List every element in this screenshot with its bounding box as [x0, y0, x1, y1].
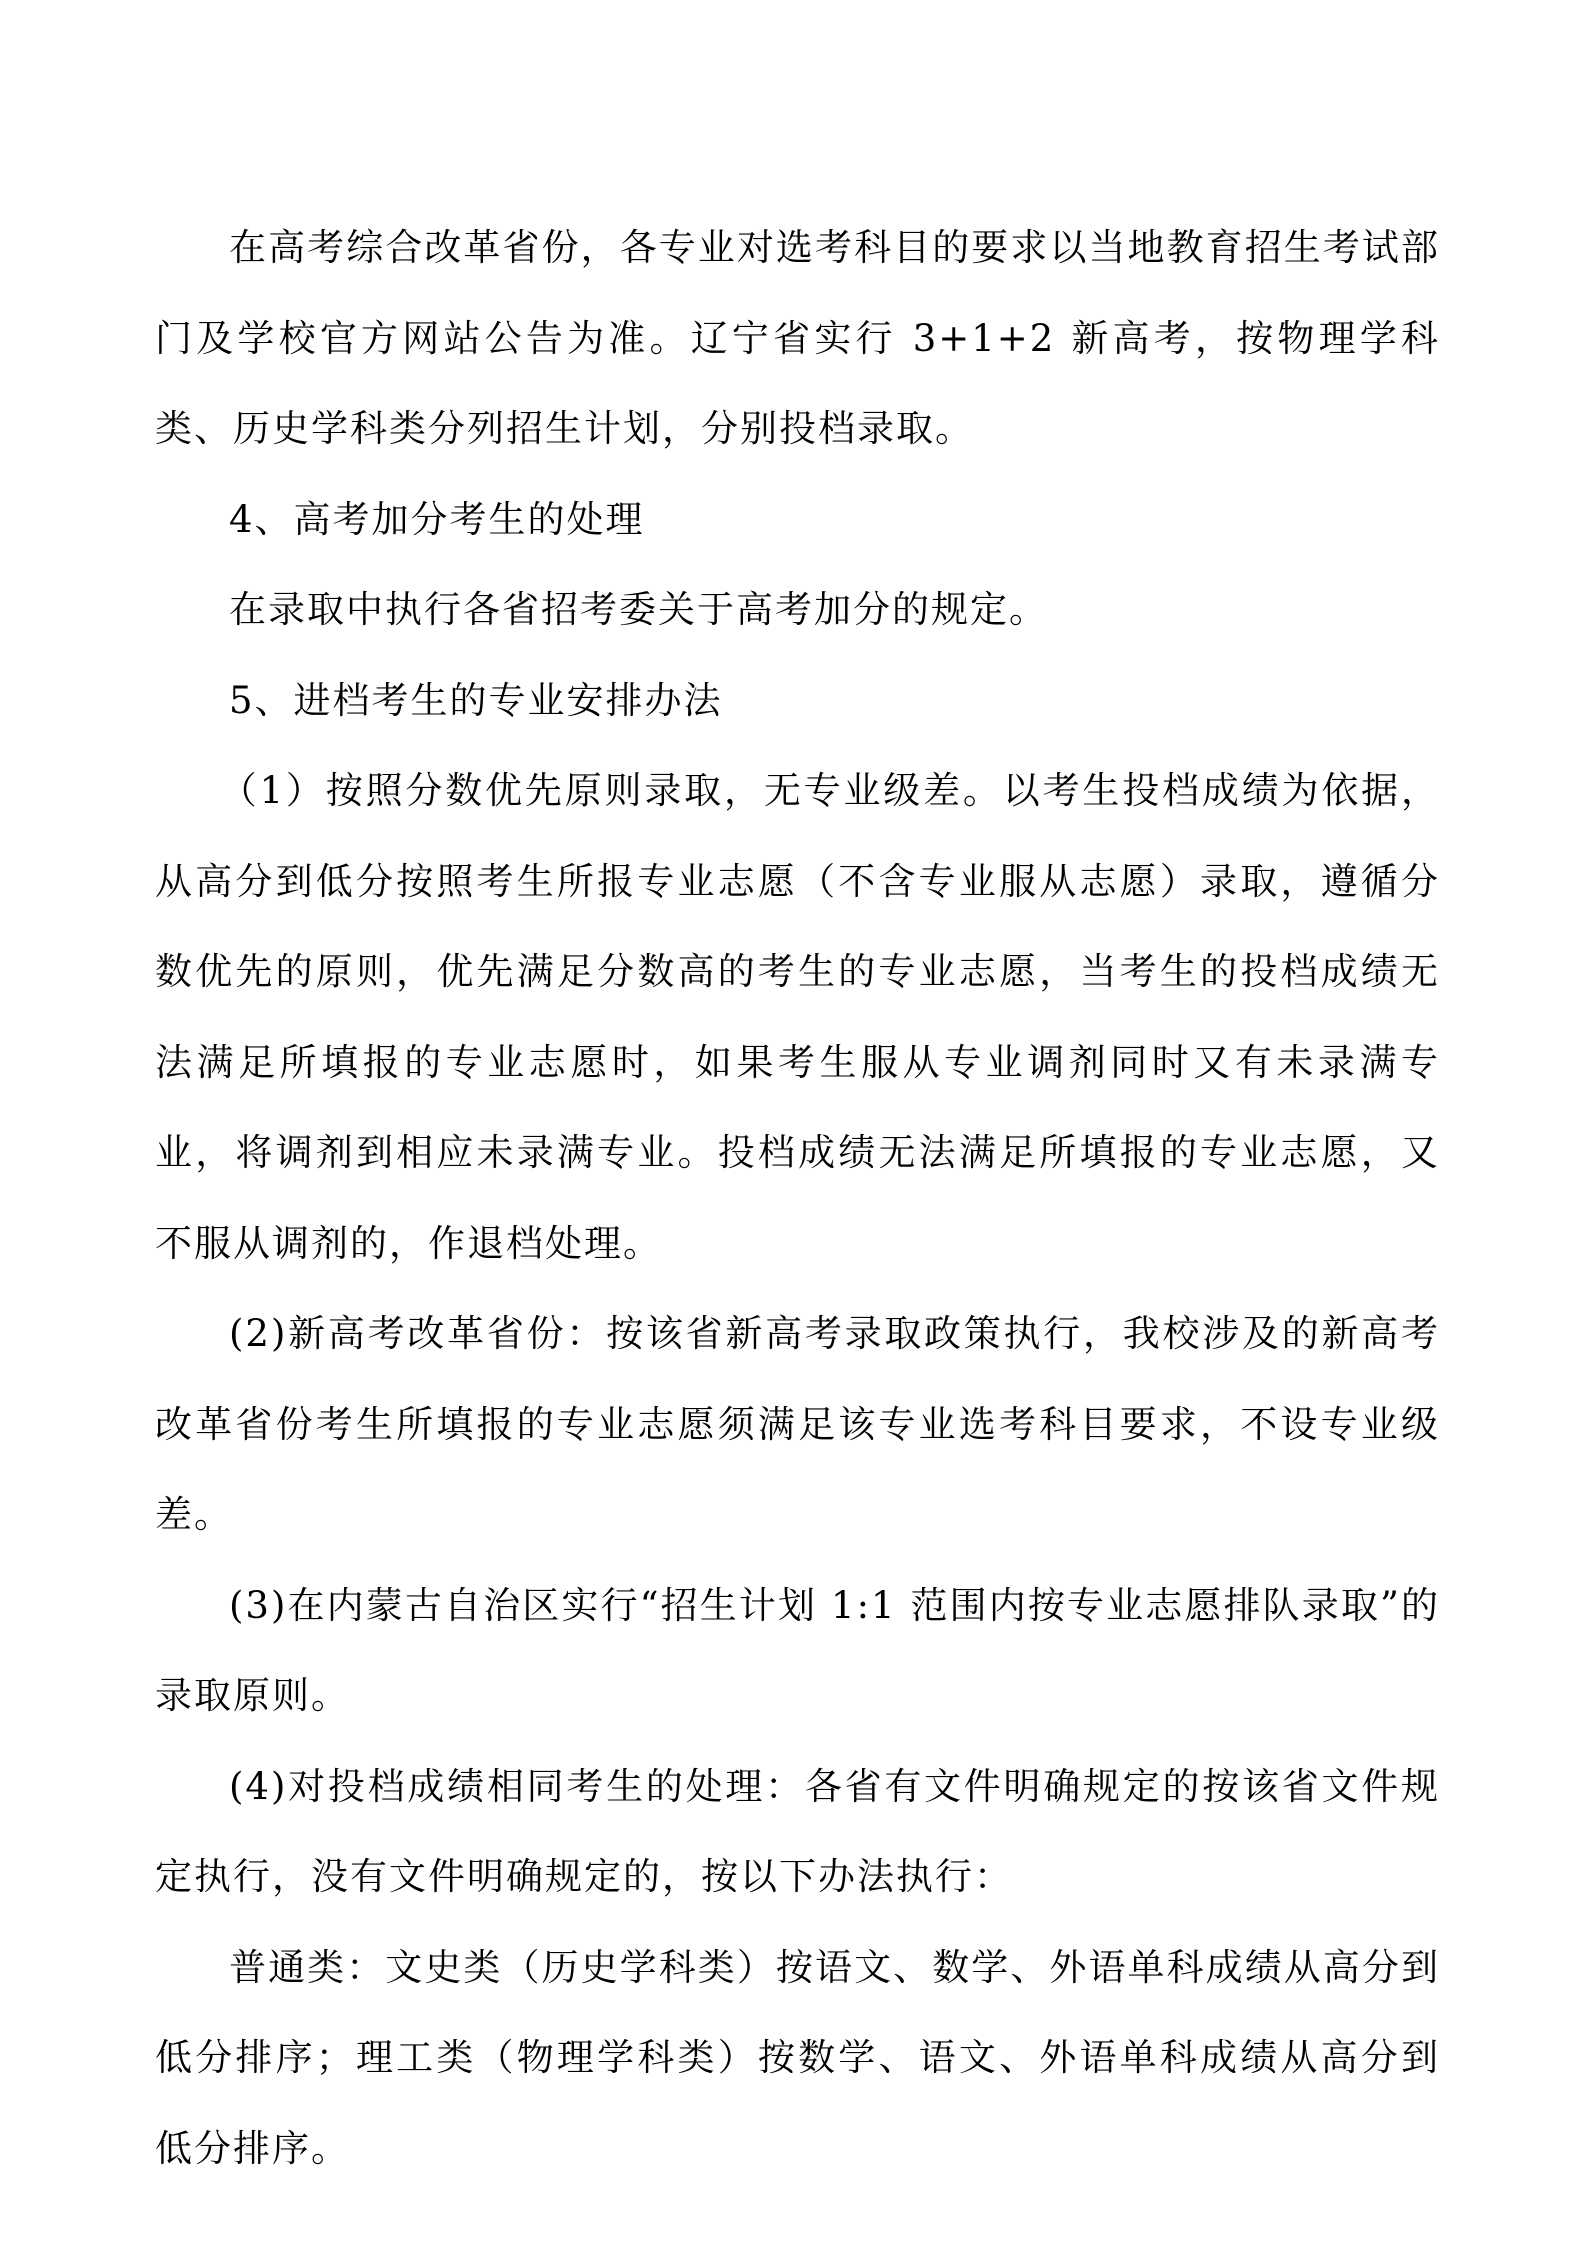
paragraph-subject-requirements: 在高考综合改革省份，各专业对选考科目的要求以当地教育招生考试部门及学校官方网站公告为准。辽宁省实行 3+1+2 新高考，按物理学科类、历史学科类分列招生计划，分别投档录取。	[155, 226, 1440, 450]
paragraph-inner-mongolia: (3)在内蒙古自治区实行“招生计划 1:1 范围内按专业志愿排队录取”的录取原则。	[155, 1583, 1440, 1717]
document-body	[155, 203, 1440, 2194]
paragraph-new-gaokao-provinces: (2)新高考改革省份：按该省新高考录取政策执行，我校涉及的新高考改革省份考生所填报的专业志愿须满足该专业选考科目要求，不设专业级差。	[155, 1312, 1440, 1536]
paragraph-tie-order: 普通类：文史类（历史学科类）按语文、数学、外语单科成绩从高分到低分排序；理工类（物理学科类）按数学、语文、外语单科成绩从高分到低分排序。	[155, 1945, 1440, 2170]
heading-bonus-points: 4、高考加分考生的处理	[229, 497, 645, 541]
paragraph-score-priority: （1）按照分数优先原则录取，无专业级差。以考生投档成绩为依据，从高分到低分按照考生所报专业志愿（不含专业服从志愿）录取，遵循分数优先的原则，优先满足分数高的考生的专业志愿，当考生的投档成绩无法满足所填报的专业志愿时，如果考生服从专业调剂同时又有未录满专业，将调剂到相应未录满专业。投档成绩无法满足所填报的专业志愿，又不服从调剂的，作退档处理。	[155, 769, 1440, 1265]
heading-major-arrangement: 5、进档考生的专业安排办法	[229, 678, 723, 722]
paragraph-tie-handling: (4)对投档成绩相同考生的处理：各省有文件明确规定的按该省文件规定执行，没有文件明确规定的，按以下办法执行：	[155, 1764, 1440, 1898]
paragraph-bonus-points: 在录取中执行各省招考委关于高考加分的规定。	[229, 588, 1048, 631]
